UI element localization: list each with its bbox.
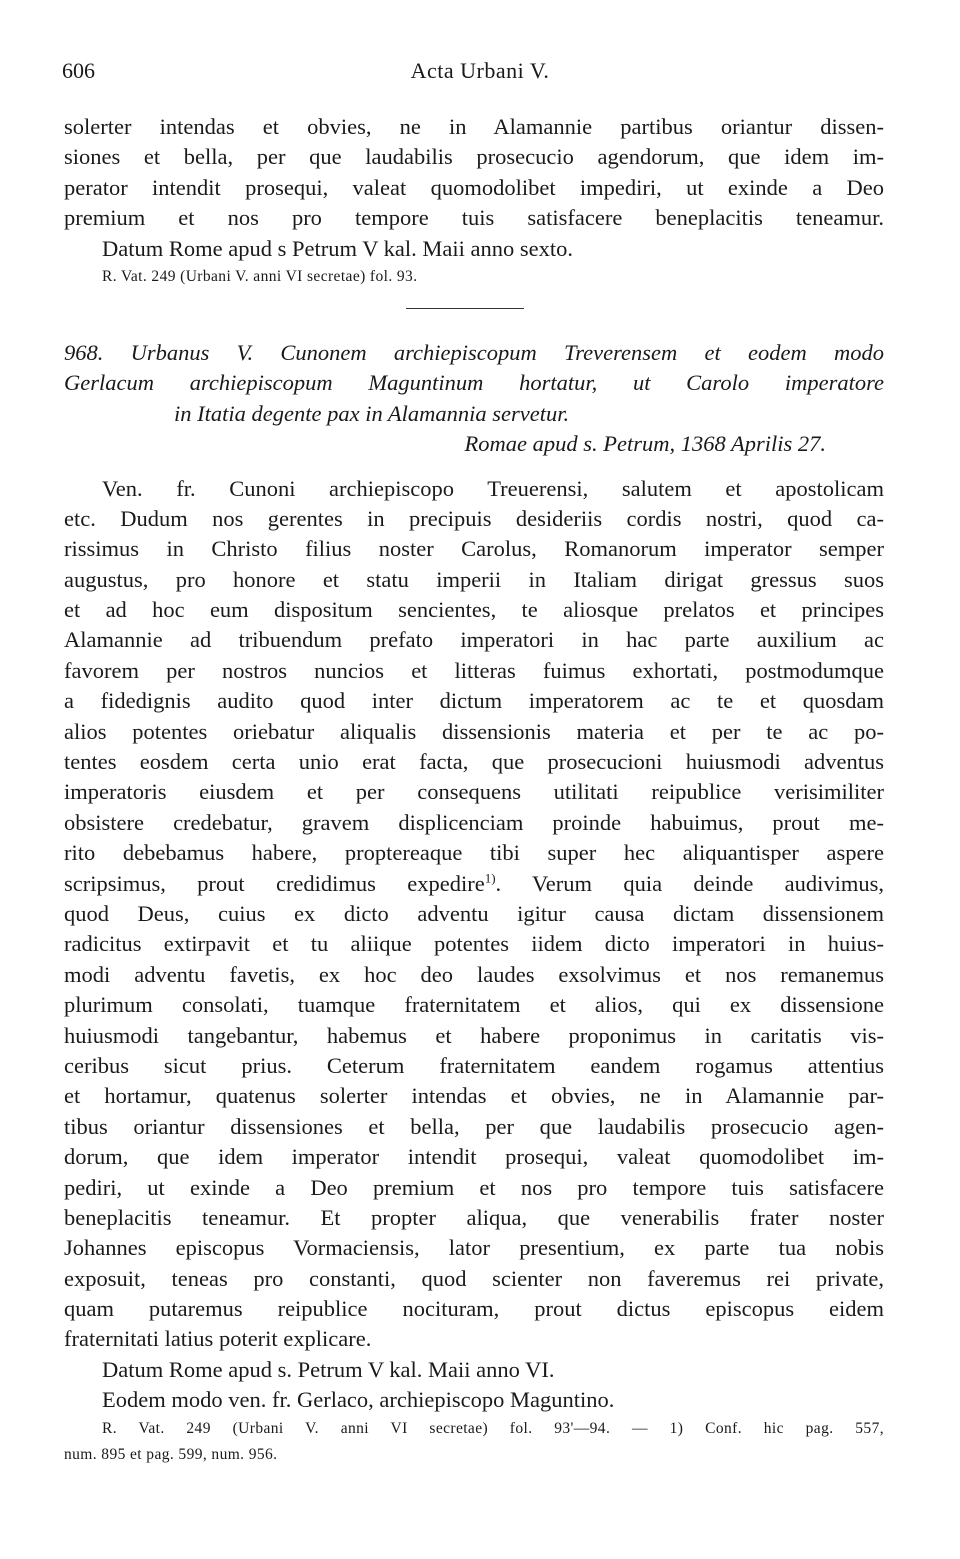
text-line: fraternitati latius poterit explicare. <box>64 1326 372 1352</box>
text-line: ceribus sicut prius. Ceterum fraternitatem eandem rogamus attentius <box>64 1052 884 1078</box>
regest-line: in Itatia degente pax in Alamannia servetur. <box>174 400 570 426</box>
text-line <box>64 869 884 899</box>
footnote-marker: 1) <box>484 870 496 886</box>
text-line: quod Deus, cuius ex dicto adventu igitur causa dictam dissensionem <box>64 900 884 926</box>
regest-text: Urbanus V. Cunonem archiepiscopum Treverensem et eodem modo <box>130 339 884 365</box>
text-line: tentes eosdem certa unio erat facta, que prosecucioni huiusmodi adventus <box>64 749 884 775</box>
text-line: rissimus in Christo filius noster Carolus, Romanorum imperator semper <box>64 536 884 562</box>
text-segment: scripsimus, prout credidimus expedire <box>64 870 485 896</box>
regest-line <box>64 338 884 368</box>
text-line: Ven. fr. Cunoni archiepiscopo Treuerensi, salutem et apostolicam <box>102 475 884 501</box>
body-text <box>64 112 884 1468</box>
text-line: plurimum consolati, tuamque fraternitatem et alios, qui ex dissensione <box>64 992 884 1018</box>
archive-reference: R. Vat. 249 (Urbani V. anni VI secretae) fol. 93. <box>102 267 418 285</box>
text-line: beneplacitis teneamur. Et propter aliqua, que venerabilis frater noster <box>64 1204 884 1230</box>
text-line: pediri, ut exinde a Deo premium et nos pro tempore tuis satisfacere <box>64 1174 884 1200</box>
dating-line: Datum Rome apud s Petrum V kal. Maii anno sexto. <box>102 235 573 261</box>
text-line: radicitus extirpavit et tu aliique potentes iidem dicto imperatori in huius- <box>64 931 884 957</box>
place-date: Romae apud s. Petrum, 1368 Aprilis 27. <box>464 431 826 457</box>
archive-reference-continued: num. 895 et pag. 599, num. 956. <box>64 1445 278 1463</box>
continuation-paragraph <box>64 112 884 290</box>
regest-line: Gerlacum archiepiscopum Maguntinum hortatur, ut Carolo imperatore <box>64 370 884 396</box>
archive-reference: R. Vat. 249 (Urbani V. anni VI secretae) fol. 93'—94. — 1) Conf. hic pag. 557, <box>102 1419 884 1437</box>
document-regest <box>64 338 884 460</box>
text-line: et hortamur, quatenus solerter intendas et obvies, ne in Alamannie par- <box>64 1083 884 1109</box>
page-header <box>62 58 898 88</box>
text-line: a fidedignis audito quod inter dictum imperatorem ac te et quosdam <box>64 688 884 714</box>
text-line: perator intendit prosequi, valeat quomodolibet impediri, ut exinde a Deo <box>64 174 884 200</box>
text-line: tibus oriantur dissensiones et bella, per que laudabilis prosecucio agen- <box>64 1113 884 1139</box>
document-text <box>64 474 884 1468</box>
separator <box>64 290 884 324</box>
text-line: Alamannie ad tribuendum prefato imperatori in hac parte auxilium ac <box>64 627 884 653</box>
text-segment: . Verum quia deinde audivimus, <box>495 870 884 896</box>
document-number: 968. <box>64 339 104 365</box>
dating-line: Datum Rome apud s. Petrum V kal. Maii anno VI. <box>102 1356 555 1382</box>
separator-rule <box>406 308 524 309</box>
text-line: quam putaremus reipublice nocituram, prout dictus episcopus eidem <box>64 1296 884 1322</box>
text-line: modi adventu favetis, ex hoc deo laudes exsolvimus et nos remanemus <box>64 961 884 987</box>
text-line: Johannes episcopus Vormaciensis, lator presentium, ex parte tua nobis <box>64 1235 884 1261</box>
text-line: solerter intendas et obvies, ne in Alamannie partibus oriantur dissen- <box>64 114 884 139</box>
text-line: huiusmodi tangebantur, habemus et habere proponimus in caritatis vis- <box>64 1022 884 1048</box>
eodem-modo-line: Eodem modo ven. fr. Gerlaco, archiepiscopo Maguntino. <box>102 1387 615 1413</box>
text-line: favorem per nostros nuncios et litteras fuimus exhortati, postmodumque <box>64 657 884 683</box>
text-line: exposuit, teneas pro constanti, quod scienter non faveremus rei private, <box>64 1265 884 1291</box>
text-line: etc. Dudum nos gerentes in precipuis desideriis cordis nostri, quod ca- <box>64 505 884 531</box>
running-title: Acta Urbani V. <box>410 58 550 83</box>
text-line: alios potentes oriebatur aliqualis dissensionis materia et per te ac po- <box>64 718 884 744</box>
text-line: obsistere credebatur, gravem displicenciam proinde habuimus, prout me- <box>64 809 884 835</box>
page-number: 606 <box>62 58 95 83</box>
text-line: dorum, que idem imperator intendit prosequi, valeat quomodolibet im- <box>64 1144 884 1170</box>
text-line: et ad hoc eum dispositum sencientes, te aliosque prelatos et principes <box>64 597 884 623</box>
text-line: premium et nos pro tempore tuis satisfacere beneplacitis teneamur. <box>64 205 884 231</box>
text-line: augustus, pro honore et statu imperii in Italiam dirigat gressus suos <box>64 566 884 592</box>
text-line: rito debebamus habere, proptereaque tibi super hec aliquantisper aspere <box>64 840 884 866</box>
text-line: imperatoris eiusdem et per consequens utilitati reipublice verisimiliter <box>64 779 884 805</box>
text-line: siones et bella, per que laudabilis prosecucio agendorum, que idem im- <box>64 144 884 170</box>
